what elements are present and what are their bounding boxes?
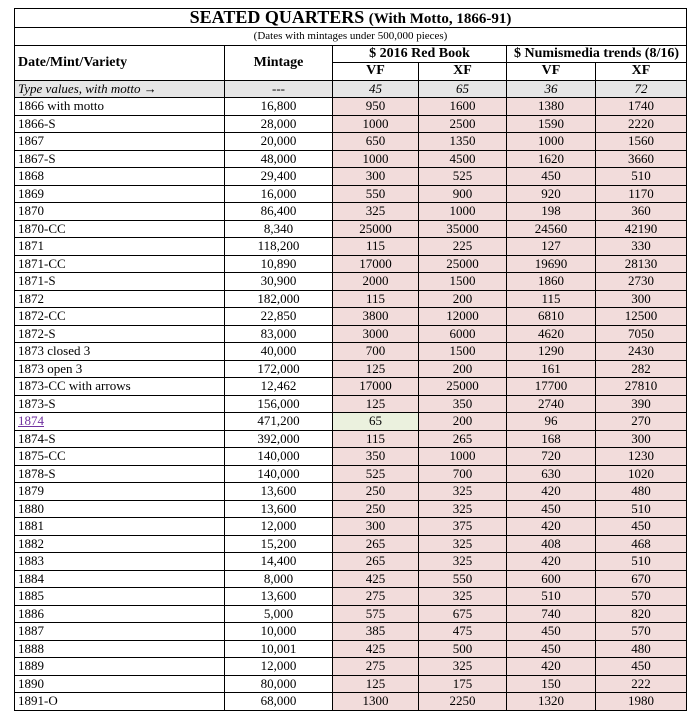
header-numismedia: $ Numismedia trends (8/16) <box>507 45 687 63</box>
cell-mintage: 80,000 <box>225 675 333 693</box>
table-row <box>15 98 687 116</box>
cell-mintage: 29,400 <box>225 168 333 186</box>
cell-variety: 1874-S <box>15 430 225 448</box>
cell-mintage: 40,000 <box>225 343 333 361</box>
cell-rb-vf: 425 <box>333 570 419 588</box>
cell-rb-vf: 125 <box>333 360 419 378</box>
cell-nm-vf: 510 <box>507 588 596 606</box>
cell-nm-xf: 300 <box>596 290 687 308</box>
cell-rb-vf: 275 <box>333 658 419 676</box>
cell-variety: 1867 <box>15 133 225 151</box>
cell-rb-vf: 275 <box>333 588 419 606</box>
cell-mintage: 14,400 <box>225 553 333 571</box>
cell-mintage: 8,340 <box>225 220 333 238</box>
cell-rb-vf: 325 <box>333 203 419 221</box>
cell-nm-vf: 740 <box>507 605 596 623</box>
table-row <box>15 395 687 413</box>
type-values-nm-xf: 72 <box>596 80 687 98</box>
table-subtitle: (Dates with mintages under 500,000 pieces) <box>15 28 687 46</box>
cell-nm-vf: 161 <box>507 360 596 378</box>
variety-link[interactable]: 1874 <box>18 413 44 429</box>
cell-mintage: 471,200 <box>225 413 333 431</box>
cell-nm-vf: 127 <box>507 238 596 256</box>
cell-rb-vf: 1000 <box>333 115 419 133</box>
cell-rb-xf: 525 <box>419 168 507 186</box>
cell-rb-xf: 225 <box>419 238 507 256</box>
table-row <box>15 675 687 693</box>
cell-rb-vf: 250 <box>333 500 419 518</box>
cell-mintage: 10,001 <box>225 640 333 658</box>
cell-rb-xf: 12000 <box>419 308 507 326</box>
cell-nm-vf: 408 <box>507 535 596 553</box>
cell-nm-xf: 2430 <box>596 343 687 361</box>
cell-rb-vf: 1300 <box>333 693 419 711</box>
cell-nm-vf: 198 <box>507 203 596 221</box>
cell-mintage: 48,000 <box>225 150 333 168</box>
cell-nm-xf: 3660 <box>596 150 687 168</box>
table-row <box>15 588 687 606</box>
cell-rb-xf: 200 <box>419 290 507 308</box>
cell-nm-xf: 510 <box>596 500 687 518</box>
cell-nm-xf: 570 <box>596 623 687 641</box>
cell-nm-xf: 28130 <box>596 255 687 273</box>
cell-nm-xf: 360 <box>596 203 687 221</box>
table-row <box>15 658 687 676</box>
cell-variety: 1881 <box>15 518 225 536</box>
header-rb-xf: XF <box>419 63 507 81</box>
cell-mintage: 22,850 <box>225 308 333 326</box>
cell-variety: 1872-CC <box>15 308 225 326</box>
table-row <box>15 640 687 658</box>
table-row <box>15 378 687 396</box>
table-row <box>15 483 687 501</box>
cell-nm-vf: 96 <box>507 413 596 431</box>
cell-nm-xf: 300 <box>596 430 687 448</box>
cell-nm-xf: 222 <box>596 675 687 693</box>
cell-rb-vf: 265 <box>333 553 419 571</box>
cell-variety: 1888 <box>15 640 225 658</box>
cell-nm-xf: 2730 <box>596 273 687 291</box>
cell-rb-vf: 700 <box>333 343 419 361</box>
cell-rb-xf: 325 <box>419 658 507 676</box>
cell-variety: 1866 with motto <box>15 98 225 116</box>
cell-nm-xf: 510 <box>596 168 687 186</box>
table-row <box>15 360 687 378</box>
cell-rb-xf: 1500 <box>419 343 507 361</box>
table-row <box>15 255 687 273</box>
cell-variety: 1870-CC <box>15 220 225 238</box>
cell-variety: 1869 <box>15 185 225 203</box>
cell-nm-xf: 820 <box>596 605 687 623</box>
cell-rb-vf: 650 <box>333 133 419 151</box>
cell-nm-xf: 7050 <box>596 325 687 343</box>
cell-rb-xf: 550 <box>419 570 507 588</box>
cell-nm-xf: 390 <box>596 395 687 413</box>
cell-rb-vf: 265 <box>333 535 419 553</box>
table-row <box>15 518 687 536</box>
cell-nm-xf: 450 <box>596 518 687 536</box>
seated-quarters-table <box>14 8 687 711</box>
cell-variety: 1872-S <box>15 325 225 343</box>
cell-rb-xf: 175 <box>419 675 507 693</box>
cell-rb-xf: 200 <box>419 413 507 431</box>
cell-mintage: 10,890 <box>225 255 333 273</box>
cell-variety: 1868 <box>15 168 225 186</box>
cell-variety: 1867-S <box>15 150 225 168</box>
cell-mintage: 13,600 <box>225 483 333 501</box>
cell-rb-xf: 500 <box>419 640 507 658</box>
cell-mintage: 16,000 <box>225 185 333 203</box>
cell-rb-vf: 115 <box>333 290 419 308</box>
title-main: SEATED QUARTERS <box>189 8 365 27</box>
table-row <box>15 623 687 641</box>
cell-rb-xf: 1350 <box>419 133 507 151</box>
cell-rb-vf: 425 <box>333 640 419 658</box>
cell-nm-xf: 2220 <box>596 115 687 133</box>
cell-nm-vf: 1320 <box>507 693 596 711</box>
table-title <box>15 9 687 28</box>
cell-rb-xf: 350 <box>419 395 507 413</box>
cell-mintage: 83,000 <box>225 325 333 343</box>
table-row <box>15 220 687 238</box>
cell-mintage: 16,800 <box>225 98 333 116</box>
cell-variety: 1891-O <box>15 693 225 711</box>
header-red-book: $ 2016 Red Book <box>333 45 507 63</box>
cell-nm-vf: 450 <box>507 500 596 518</box>
cell-nm-xf: 1980 <box>596 693 687 711</box>
cell-variety: 1879 <box>15 483 225 501</box>
cell-nm-xf: 330 <box>596 238 687 256</box>
cell-variety: 1873 open 3 <box>15 360 225 378</box>
cell-nm-vf: 1380 <box>507 98 596 116</box>
table-row <box>15 238 687 256</box>
table-row <box>15 465 687 483</box>
cell-rb-xf: 675 <box>419 605 507 623</box>
cell-mintage: 13,600 <box>225 500 333 518</box>
cell-rb-xf: 325 <box>419 483 507 501</box>
type-values-mintage: --- <box>225 80 333 98</box>
cell-variety: 1886 <box>15 605 225 623</box>
table-row <box>15 343 687 361</box>
cell-variety: 1889 <box>15 658 225 676</box>
table-row <box>15 605 687 623</box>
header-mintage: Mintage <box>225 45 333 80</box>
cell-rb-vf: 1000 <box>333 150 419 168</box>
cell-mintage: 30,900 <box>225 273 333 291</box>
type-values-rb-vf: 45 <box>333 80 419 98</box>
cell-rb-xf: 375 <box>419 518 507 536</box>
cell-rb-vf: 350 <box>333 448 419 466</box>
table-row <box>15 693 687 711</box>
table-row <box>15 308 687 326</box>
cell-rb-vf: 950 <box>333 98 419 116</box>
cell-variety: 1887 <box>15 623 225 641</box>
cell-variety: 1870 <box>15 203 225 221</box>
cell-variety: 1890 <box>15 675 225 693</box>
cell-rb-vf: 575 <box>333 605 419 623</box>
table-row <box>15 413 687 431</box>
cell-variety: 1872 <box>15 290 225 308</box>
header-variety: Date/Mint/Variety <box>15 45 225 80</box>
cell-rb-vf: 250 <box>333 483 419 501</box>
cell-rb-vf: 125 <box>333 675 419 693</box>
cell-nm-xf: 270 <box>596 413 687 431</box>
cell-rb-xf: 900 <box>419 185 507 203</box>
cell-nm-xf: 468 <box>596 535 687 553</box>
cell-variety: 1871-CC <box>15 255 225 273</box>
cell-mintage: 140,000 <box>225 465 333 483</box>
cell-rb-xf: 2250 <box>419 693 507 711</box>
cell-mintage: 28,000 <box>225 115 333 133</box>
table-row <box>15 500 687 518</box>
cell-nm-xf: 1170 <box>596 185 687 203</box>
table-row <box>15 448 687 466</box>
cell-variety: 1866-S <box>15 115 225 133</box>
cell-rb-xf: 25000 <box>419 255 507 273</box>
cell-nm-vf: 6810 <box>507 308 596 326</box>
cell-nm-vf: 4620 <box>507 325 596 343</box>
table-row <box>15 185 687 203</box>
cell-rb-vf: 525 <box>333 465 419 483</box>
cell-nm-vf: 115 <box>507 290 596 308</box>
cell-nm-xf: 1740 <box>596 98 687 116</box>
type-values-row <box>15 80 687 98</box>
cell-rb-xf: 265 <box>419 430 507 448</box>
cell-rb-xf: 475 <box>419 623 507 641</box>
cell-nm-vf: 630 <box>507 465 596 483</box>
cell-rb-vf: 3800 <box>333 308 419 326</box>
table-row <box>15 535 687 553</box>
cell-nm-xf: 42190 <box>596 220 687 238</box>
cell-nm-xf: 282 <box>596 360 687 378</box>
cell-rb-xf: 25000 <box>419 378 507 396</box>
cell-rb-xf: 1000 <box>419 448 507 466</box>
cell-mintage: 12,000 <box>225 658 333 676</box>
cell-nm-xf: 510 <box>596 553 687 571</box>
cell-nm-vf: 2740 <box>507 395 596 413</box>
cell-nm-vf: 420 <box>507 658 596 676</box>
cell-nm-vf: 420 <box>507 518 596 536</box>
cell-nm-vf: 420 <box>507 483 596 501</box>
cell-rb-xf: 325 <box>419 535 507 553</box>
type-values-nm-vf: 36 <box>507 80 596 98</box>
header-nm-xf: XF <box>596 63 687 81</box>
cell-rb-vf: 385 <box>333 623 419 641</box>
cell-nm-vf: 1000 <box>507 133 596 151</box>
table-row <box>15 133 687 151</box>
cell-nm-xf: 670 <box>596 570 687 588</box>
cell-rb-xf: 4500 <box>419 150 507 168</box>
table-row <box>15 203 687 221</box>
cell-variety: 1882 <box>15 535 225 553</box>
cell-nm-xf: 27810 <box>596 378 687 396</box>
cell-rb-xf: 6000 <box>419 325 507 343</box>
cell-nm-xf: 1560 <box>596 133 687 151</box>
cell-rb-vf: 550 <box>333 185 419 203</box>
cell-mintage: 10,000 <box>225 623 333 641</box>
cell-variety: 1873-CC with arrows <box>15 378 225 396</box>
cell-rb-xf: 325 <box>419 553 507 571</box>
cell-mintage: 12,000 <box>225 518 333 536</box>
cell-mintage: 86,400 <box>225 203 333 221</box>
cell-nm-vf: 1290 <box>507 343 596 361</box>
type-values-label: Type values, with motto → <box>15 80 225 98</box>
cell-variety: 1878-S <box>15 465 225 483</box>
title-paren: (With Motto, 1866-91) <box>368 11 512 27</box>
table-row <box>15 430 687 448</box>
table-row <box>15 273 687 291</box>
table-row <box>15 553 687 571</box>
cell-rb-vf: 17000 <box>333 378 419 396</box>
cell-nm-vf: 168 <box>507 430 596 448</box>
cell-nm-vf: 600 <box>507 570 596 588</box>
cell-rb-xf: 1000 <box>419 203 507 221</box>
cell-nm-vf: 24560 <box>507 220 596 238</box>
cell-mintage: 172,000 <box>225 360 333 378</box>
cell-mintage: 140,000 <box>225 448 333 466</box>
cell-rb-vf: 115 <box>333 238 419 256</box>
cell-nm-xf: 12500 <box>596 308 687 326</box>
cell-mintage: 392,000 <box>225 430 333 448</box>
type-values-rb-xf: 65 <box>419 80 507 98</box>
cell-rb-xf: 325 <box>419 588 507 606</box>
cell-rb-vf: 2000 <box>333 273 419 291</box>
cell-rb-xf: 200 <box>419 360 507 378</box>
cell-mintage: 182,000 <box>225 290 333 308</box>
cell-rb-vf: 65 <box>333 413 419 431</box>
cell-nm-vf: 17700 <box>507 378 596 396</box>
cell-mintage: 12,462 <box>225 378 333 396</box>
cell-rb-vf: 300 <box>333 168 419 186</box>
cell-nm-xf: 480 <box>596 640 687 658</box>
cell-rb-vf: 25000 <box>333 220 419 238</box>
cell-rb-vf: 115 <box>333 430 419 448</box>
cell-nm-xf: 570 <box>596 588 687 606</box>
cell-rb-xf: 1500 <box>419 273 507 291</box>
cell-variety: 1880 <box>15 500 225 518</box>
cell-variety[interactable] <box>15 413 225 431</box>
cell-variety: 1873-S <box>15 395 225 413</box>
cell-rb-vf: 125 <box>333 395 419 413</box>
cell-variety: 1883 <box>15 553 225 571</box>
cell-nm-xf: 1020 <box>596 465 687 483</box>
table-row <box>15 115 687 133</box>
cell-rb-xf: 2500 <box>419 115 507 133</box>
cell-nm-vf: 450 <box>507 168 596 186</box>
cell-variety: 1885 <box>15 588 225 606</box>
table-row <box>15 325 687 343</box>
cell-nm-vf: 450 <box>507 623 596 641</box>
cell-mintage: 13,600 <box>225 588 333 606</box>
cell-mintage: 15,200 <box>225 535 333 553</box>
cell-rb-xf: 700 <box>419 465 507 483</box>
cell-mintage: 8,000 <box>225 570 333 588</box>
header-rb-vf: VF <box>333 63 419 81</box>
cell-rb-xf: 1600 <box>419 98 507 116</box>
header-nm-vf: VF <box>507 63 596 81</box>
cell-mintage: 68,000 <box>225 693 333 711</box>
cell-rb-vf: 3000 <box>333 325 419 343</box>
cell-nm-vf: 720 <box>507 448 596 466</box>
cell-variety: 1871-S <box>15 273 225 291</box>
cell-nm-vf: 150 <box>507 675 596 693</box>
cell-rb-vf: 300 <box>333 518 419 536</box>
cell-nm-xf: 1230 <box>596 448 687 466</box>
cell-variety: 1871 <box>15 238 225 256</box>
cell-variety: 1873 closed 3 <box>15 343 225 361</box>
cell-rb-xf: 35000 <box>419 220 507 238</box>
cell-mintage: 156,000 <box>225 395 333 413</box>
cell-nm-xf: 480 <box>596 483 687 501</box>
cell-nm-vf: 1620 <box>507 150 596 168</box>
cell-nm-vf: 1590 <box>507 115 596 133</box>
table-row <box>15 168 687 186</box>
table-row <box>15 290 687 308</box>
cell-variety: 1875-CC <box>15 448 225 466</box>
table-row <box>15 570 687 588</box>
cell-variety: 1884 <box>15 570 225 588</box>
cell-rb-xf: 325 <box>419 500 507 518</box>
cell-rb-vf: 17000 <box>333 255 419 273</box>
cell-nm-vf: 420 <box>507 553 596 571</box>
cell-mintage: 118,200 <box>225 238 333 256</box>
cell-nm-vf: 450 <box>507 640 596 658</box>
cell-nm-vf: 920 <box>507 185 596 203</box>
cell-mintage: 20,000 <box>225 133 333 151</box>
cell-nm-xf: 450 <box>596 658 687 676</box>
table-row <box>15 150 687 168</box>
cell-nm-vf: 1860 <box>507 273 596 291</box>
cell-nm-vf: 19690 <box>507 255 596 273</box>
cell-mintage: 5,000 <box>225 605 333 623</box>
